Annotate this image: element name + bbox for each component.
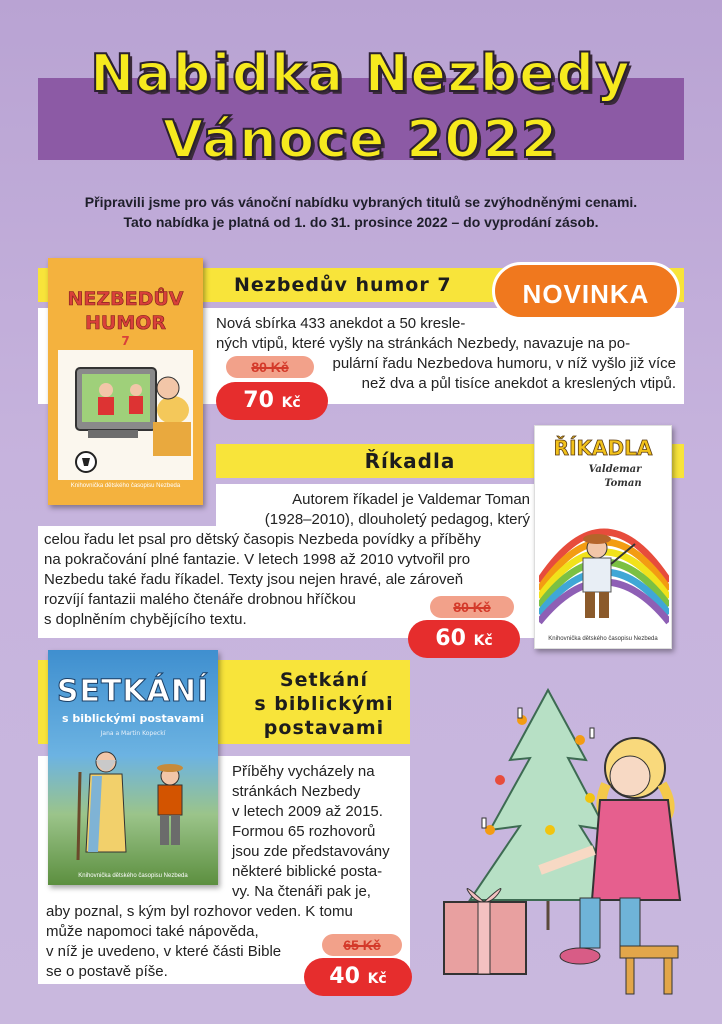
old-price <box>322 934 402 956</box>
cover-footer: Knihovnička dětského časopisu Nezbeda <box>548 636 658 642</box>
description-line: na pokračování plné fantazie. V letech 1998 až 2010 vytvořil pro <box>44 551 471 568</box>
currency: Kč <box>473 633 493 649</box>
cover-footer: Knihovnička dětského časopisu Nezbeda <box>78 873 188 879</box>
cover-title: HUMOR <box>84 312 167 334</box>
old-price-value: 65 Kč <box>343 937 381 953</box>
description-line: rozvíjí fantazii malého čtenáře drobnou hříčkou <box>44 591 356 608</box>
description-line: vy. Na čtenáři pak je, <box>232 883 371 900</box>
description-line: v letech 2009 až 2015. <box>232 803 383 820</box>
new-price <box>304 958 412 996</box>
currency: Kč <box>281 395 301 411</box>
intro-text <box>30 192 692 232</box>
book-heading: postavami <box>263 717 385 739</box>
cover-illustration <box>58 350 193 480</box>
gift-icon <box>444 889 526 974</box>
cover-title: NEZBEDŮV <box>67 288 184 310</box>
description-line: Autorem říkadel je Valdemar Toman <box>292 491 530 508</box>
old-price <box>430 596 514 618</box>
page-title: Nabidka Nezbedy <box>90 44 632 104</box>
description-line: některé biblické posta- <box>232 863 383 880</box>
cover-author: Valdemar <box>588 464 642 475</box>
old-price <box>226 356 314 378</box>
book-heading: Říkadla <box>364 449 456 473</box>
description-line: celou řadu let psal pro dětský časopis Nezbeda povídky a příběhy <box>44 531 481 548</box>
intro-line: Připravili jsme pro vás vánoční nabídku vybraných titulů se zvýhodněnými cenami. <box>84 194 638 210</box>
page-subtitle: Vánoce 2022 <box>162 110 560 170</box>
description-line: v níž je uvedeno, v které části Bible <box>46 943 282 960</box>
old-price-value: 80 Kč <box>251 359 289 375</box>
book-cover-humor <box>48 258 203 505</box>
new-price-value: 40 <box>329 964 360 989</box>
description-line: než dva a půl tisíce anekdot a kreslených vtipů. <box>361 375 676 392</box>
cover-title: SETKÁNÍ <box>56 674 210 709</box>
old-price-value: 80 Kč <box>453 599 491 615</box>
new-price-value: 60 <box>435 626 466 651</box>
intro-line: Tato nabídka je platná od 1. do 31. prosince 2022 – do vyprodání zásob. <box>123 214 599 230</box>
description-line: může napomoci také nápověda, <box>46 923 259 940</box>
new-price-value: 70 <box>243 388 274 413</box>
description-line: Nezbedu také řadu říkadel. Texty jsou nejen hravé, ale zároveň <box>44 571 464 588</box>
description-line: Formou 65 rozhovorů <box>232 823 376 840</box>
description-line: (1928–2010), dlouholetý pedagog, který <box>264 511 530 528</box>
cover-title: ŘÍKADLA <box>553 436 653 460</box>
new-release-badge: NOVINKA <box>492 262 680 320</box>
new-price <box>216 382 328 420</box>
cover-illustration <box>539 492 669 632</box>
description-line: stránkách Nezbedy <box>232 783 361 800</box>
cover-author: Toman <box>604 478 642 489</box>
description-line: Příběhy vycházely na <box>232 763 375 780</box>
description-line: jsou zde představovány <box>232 843 390 860</box>
book-cover-rikadla <box>534 425 672 649</box>
christmas-illustration <box>430 680 690 1010</box>
book-heading: Nezbedův humor 7 <box>234 274 452 296</box>
new-price <box>408 620 520 658</box>
description-line: s doplněním chybějícího textu. <box>44 611 247 628</box>
book-heading: Setkání <box>279 669 369 691</box>
cover-number: 7 <box>121 334 130 348</box>
description-line: aby poznal, s kým byl rozhovor veden. K tomu <box>46 903 353 920</box>
description-line: Nová sbírka 433 anekdot a 50 kresle- <box>216 315 466 332</box>
description-line: pulární řadu Nezbedova humoru, v níž vyšlo již více <box>332 355 676 372</box>
cover-authors: Jana a Martin Kopeckí <box>100 730 166 737</box>
description-line: ných vtipů, které vyšly na stránkách Nezbedy, navazuje na po- <box>216 335 631 352</box>
description-line: se o postavě píše. <box>46 963 168 980</box>
currency: Kč <box>367 971 387 987</box>
cover-subtitle: s biblickými postavami <box>62 712 204 725</box>
cover-footer: Knihovnička dětského časopisu Nezbeda <box>70 483 181 489</box>
book-heading: s biblickými <box>254 693 394 715</box>
